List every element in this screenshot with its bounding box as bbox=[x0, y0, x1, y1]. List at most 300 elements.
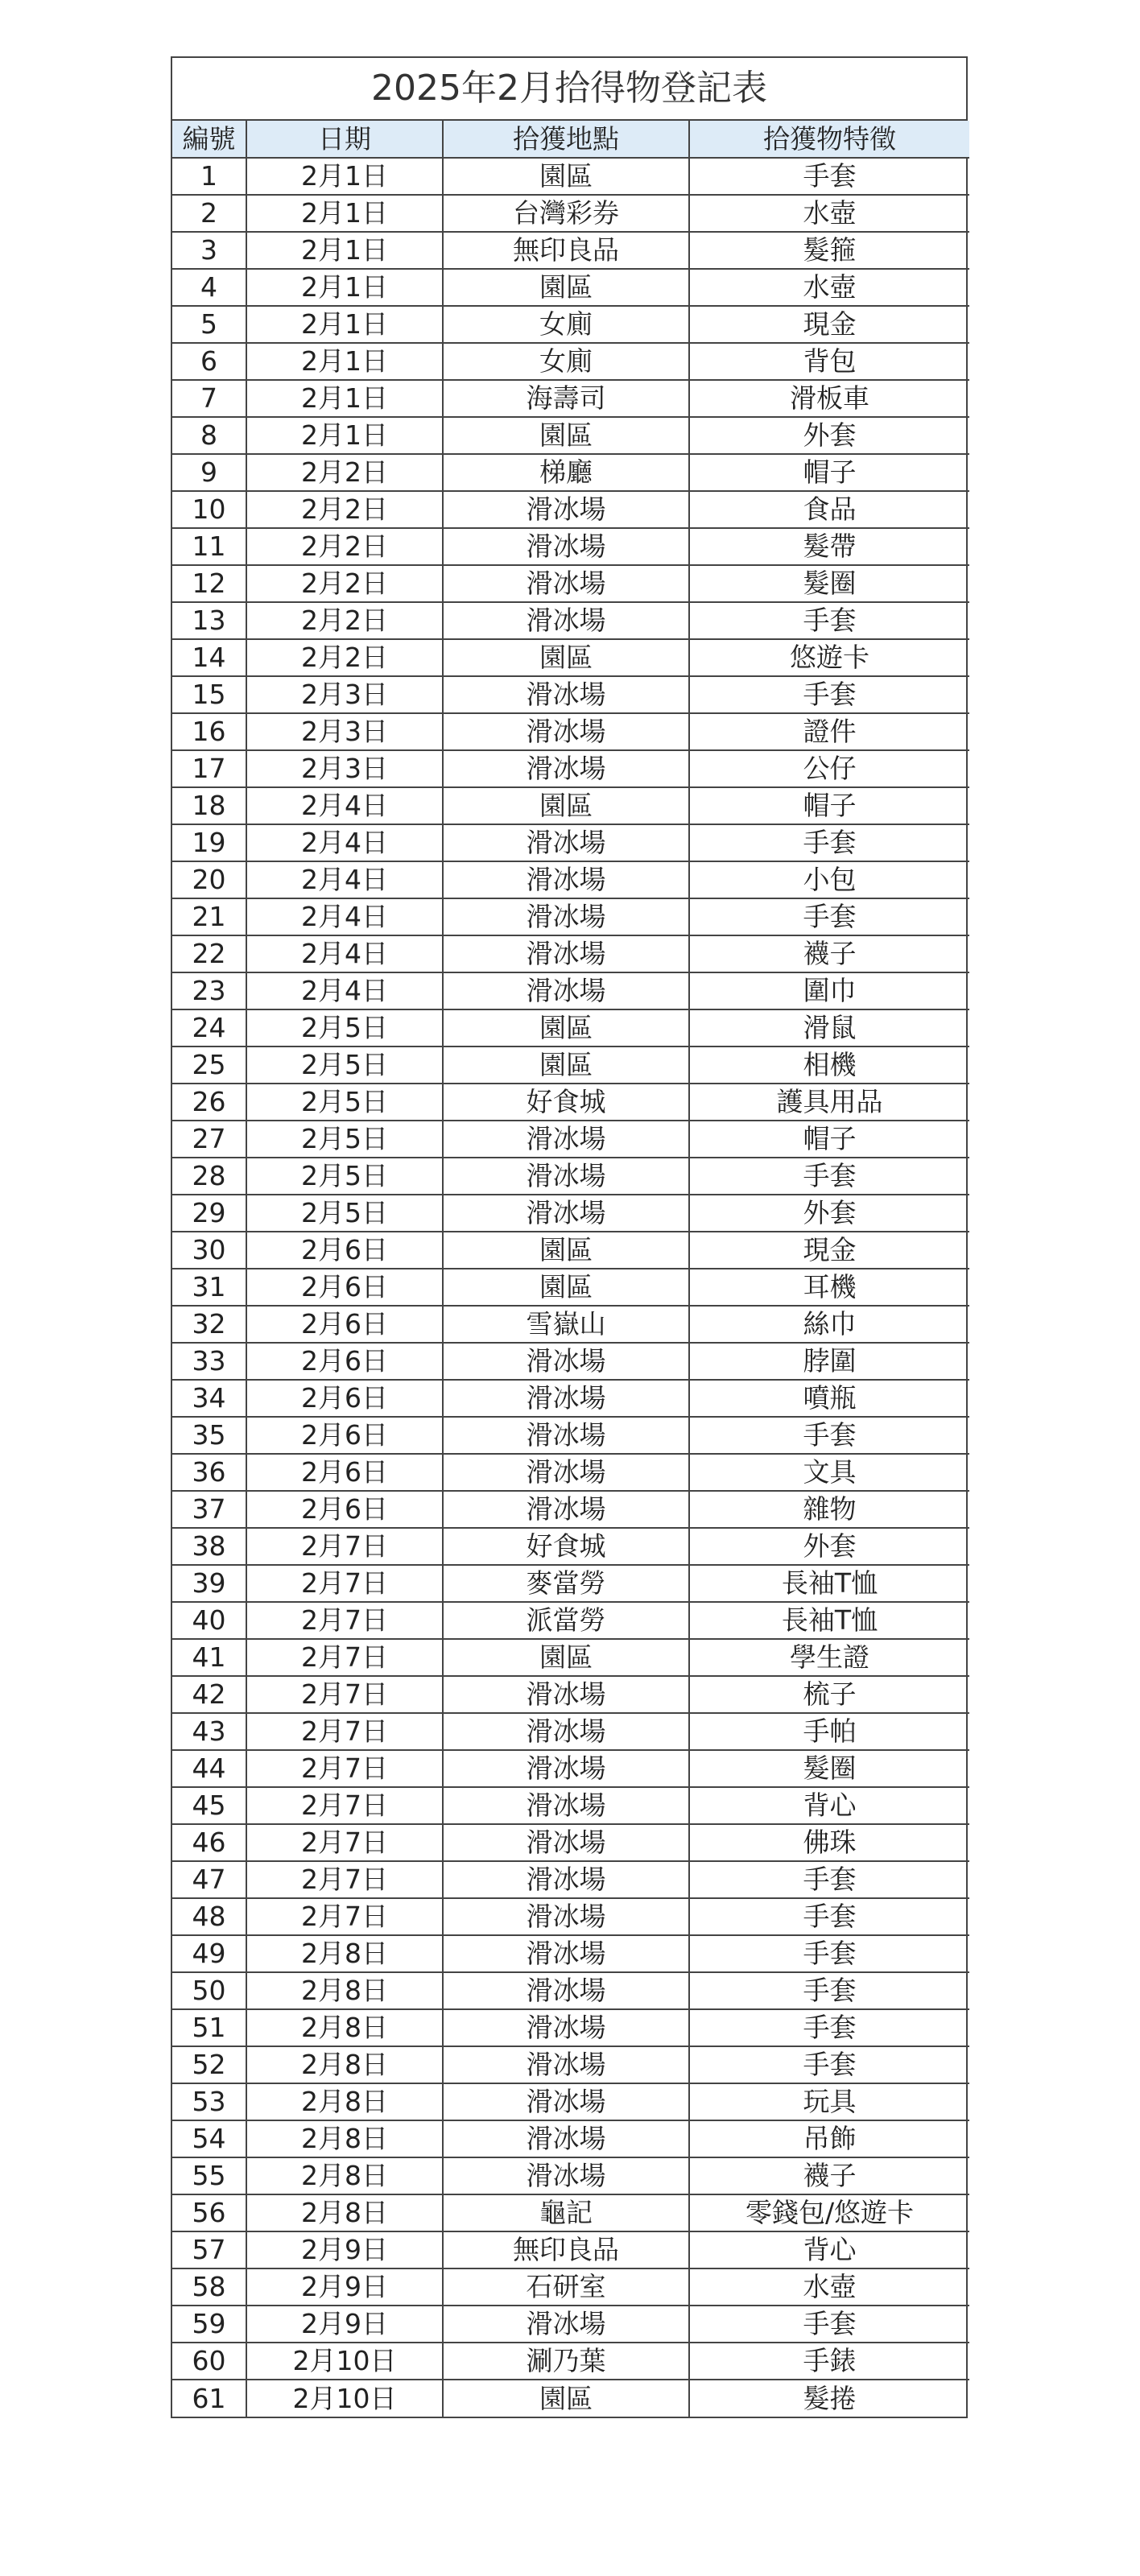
table-row bbox=[172, 1676, 969, 1713]
cell-number: 32 bbox=[172, 1306, 246, 1343]
lost-found-sheet bbox=[171, 56, 968, 2418]
lost-found-table bbox=[172, 121, 969, 2417]
cell-number: 25 bbox=[172, 1046, 246, 1084]
cell-location: 滑冰場 bbox=[443, 1935, 689, 1972]
table-row bbox=[172, 1972, 969, 2009]
cell-item: 背包 bbox=[689, 343, 969, 380]
cell-item: 耳機 bbox=[689, 1269, 969, 1306]
cell-location: 園區 bbox=[443, 2380, 689, 2417]
table-row bbox=[172, 380, 969, 417]
cell-number: 38 bbox=[172, 1528, 246, 1565]
table-row bbox=[172, 1639, 969, 1676]
cell-item: 手套 bbox=[689, 1861, 969, 1898]
cell-date: 2月7日 bbox=[246, 1824, 443, 1861]
cell-number: 47 bbox=[172, 1861, 246, 1898]
table-row bbox=[172, 1269, 969, 1306]
cell-location: 滑冰場 bbox=[443, 1454, 689, 1491]
table-row bbox=[172, 2046, 969, 2083]
cell-location: 滑冰場 bbox=[443, 676, 689, 713]
cell-item: 手套 bbox=[689, 2046, 969, 2083]
table-row bbox=[172, 2380, 969, 2417]
cell-number: 39 bbox=[172, 1565, 246, 1602]
cell-location: 滑冰場 bbox=[443, 1750, 689, 1787]
cell-number: 59 bbox=[172, 2306, 246, 2343]
table-row bbox=[172, 602, 969, 639]
cell-date: 2月2日 bbox=[246, 491, 443, 528]
table-row bbox=[172, 639, 969, 676]
cell-location: 滑冰場 bbox=[443, 861, 689, 898]
cell-date: 2月9日 bbox=[246, 2268, 443, 2306]
cell-location: 滑冰場 bbox=[443, 565, 689, 602]
cell-date: 2月6日 bbox=[246, 1306, 443, 1343]
cell-date: 2月10日 bbox=[246, 2380, 443, 2417]
cell-item: 手套 bbox=[689, 1972, 969, 2009]
cell-location: 麥當勞 bbox=[443, 1565, 689, 1602]
cell-number: 51 bbox=[172, 2009, 246, 2046]
cell-date: 2月6日 bbox=[246, 1343, 443, 1380]
cell-date: 2月4日 bbox=[246, 935, 443, 972]
cell-date: 2月2日 bbox=[246, 602, 443, 639]
cell-number: 7 bbox=[172, 380, 246, 417]
cell-date: 2月8日 bbox=[246, 2194, 443, 2231]
cell-number: 40 bbox=[172, 1602, 246, 1639]
cell-location: 滑冰場 bbox=[443, 1824, 689, 1861]
cell-item: 水壺 bbox=[689, 269, 969, 306]
table-row bbox=[172, 528, 969, 565]
cell-number: 46 bbox=[172, 1824, 246, 1861]
cell-location: 女廁 bbox=[443, 306, 689, 343]
cell-location: 滑冰場 bbox=[443, 2046, 689, 2083]
table-row bbox=[172, 195, 969, 232]
cell-date: 2月6日 bbox=[246, 1491, 443, 1528]
cell-date: 2月6日 bbox=[246, 1380, 443, 1417]
cell-number: 37 bbox=[172, 1491, 246, 1528]
table-row bbox=[172, 2009, 969, 2046]
cell-item: 手套 bbox=[689, 1417, 969, 1454]
cell-number: 21 bbox=[172, 898, 246, 935]
cell-number: 45 bbox=[172, 1787, 246, 1824]
cell-date: 2月1日 bbox=[246, 306, 443, 343]
table-row bbox=[172, 2120, 969, 2157]
cell-location: 石研室 bbox=[443, 2268, 689, 2306]
cell-item: 護具用品 bbox=[689, 1084, 969, 1121]
cell-item: 外套 bbox=[689, 417, 969, 454]
table-row bbox=[172, 158, 969, 195]
table-row bbox=[172, 2231, 969, 2268]
cell-number: 56 bbox=[172, 2194, 246, 2231]
cell-number: 3 bbox=[172, 232, 246, 269]
cell-item: 背心 bbox=[689, 2231, 969, 2268]
cell-item: 文具 bbox=[689, 1454, 969, 1491]
cell-number: 10 bbox=[172, 491, 246, 528]
table-row bbox=[172, 1232, 969, 1269]
cell-number: 19 bbox=[172, 824, 246, 861]
table-row bbox=[172, 1380, 969, 1417]
cell-location: 滑冰場 bbox=[443, 2306, 689, 2343]
cell-number: 2 bbox=[172, 195, 246, 232]
cell-date: 2月5日 bbox=[246, 1009, 443, 1046]
cell-item: 手套 bbox=[689, 2306, 969, 2343]
cell-location: 滑冰場 bbox=[443, 2157, 689, 2194]
cell-date: 2月1日 bbox=[246, 343, 443, 380]
cell-item: 手套 bbox=[689, 676, 969, 713]
table-row bbox=[172, 1750, 969, 1787]
cell-item: 食品 bbox=[689, 491, 969, 528]
table-row bbox=[172, 2343, 969, 2380]
cell-location: 園區 bbox=[443, 1046, 689, 1084]
cell-number: 18 bbox=[172, 787, 246, 824]
cell-number: 36 bbox=[172, 1454, 246, 1491]
cell-item: 滑鼠 bbox=[689, 1009, 969, 1046]
table-row bbox=[172, 343, 969, 380]
cell-number: 48 bbox=[172, 1898, 246, 1935]
cell-location: 女廁 bbox=[443, 343, 689, 380]
cell-number: 23 bbox=[172, 972, 246, 1009]
table-row bbox=[172, 713, 969, 750]
sheet-title: 2025年2月拾得物登記表 bbox=[172, 58, 966, 121]
cell-item: 佛珠 bbox=[689, 1824, 969, 1861]
cell-item: 手套 bbox=[689, 1158, 969, 1195]
table-row bbox=[172, 1565, 969, 1602]
cell-item: 髮帶 bbox=[689, 528, 969, 565]
cell-date: 2月4日 bbox=[246, 861, 443, 898]
cell-date: 2月1日 bbox=[246, 269, 443, 306]
cell-number: 50 bbox=[172, 1972, 246, 2009]
header-location: 拾獲地點 bbox=[443, 121, 689, 158]
cell-location: 滑冰場 bbox=[443, 2120, 689, 2157]
cell-item: 外套 bbox=[689, 1528, 969, 1565]
cell-number: 1 bbox=[172, 158, 246, 195]
table-row bbox=[172, 1195, 969, 1232]
cell-number: 27 bbox=[172, 1121, 246, 1158]
cell-number: 33 bbox=[172, 1343, 246, 1380]
cell-date: 2月1日 bbox=[246, 195, 443, 232]
cell-location: 梯廳 bbox=[443, 454, 689, 491]
table-row bbox=[172, 1824, 969, 1861]
cell-location: 園區 bbox=[443, 1232, 689, 1269]
table-row bbox=[172, 1898, 969, 1935]
cell-location: 滑冰場 bbox=[443, 972, 689, 1009]
table-row bbox=[172, 1417, 969, 1454]
cell-date: 2月7日 bbox=[246, 1787, 443, 1824]
cell-number: 31 bbox=[172, 1269, 246, 1306]
cell-item: 帽子 bbox=[689, 787, 969, 824]
table-row bbox=[172, 454, 969, 491]
cell-date: 2月10日 bbox=[246, 2343, 443, 2380]
table-row bbox=[172, 1009, 969, 1046]
cell-number: 14 bbox=[172, 639, 246, 676]
cell-date: 2月1日 bbox=[246, 417, 443, 454]
cell-item: 現金 bbox=[689, 1232, 969, 1269]
cell-date: 2月3日 bbox=[246, 750, 443, 787]
cell-location: 好食城 bbox=[443, 1528, 689, 1565]
cell-item: 手套 bbox=[689, 824, 969, 861]
table-row bbox=[172, 750, 969, 787]
cell-location: 滑冰場 bbox=[443, 1898, 689, 1935]
cell-date: 2月7日 bbox=[246, 1528, 443, 1565]
cell-date: 2月8日 bbox=[246, 2083, 443, 2120]
cell-location: 好食城 bbox=[443, 1084, 689, 1121]
cell-number: 4 bbox=[172, 269, 246, 306]
table-row bbox=[172, 1306, 969, 1343]
cell-date: 2月6日 bbox=[246, 1417, 443, 1454]
cell-item: 相機 bbox=[689, 1046, 969, 1084]
cell-location: 園區 bbox=[443, 417, 689, 454]
cell-date: 2月3日 bbox=[246, 713, 443, 750]
cell-item: 絲巾 bbox=[689, 1306, 969, 1343]
table-row bbox=[172, 1602, 969, 1639]
cell-item: 長袖T恤 bbox=[689, 1602, 969, 1639]
cell-date: 2月1日 bbox=[246, 158, 443, 195]
cell-date: 2月5日 bbox=[246, 1158, 443, 1195]
cell-date: 2月8日 bbox=[246, 2009, 443, 2046]
cell-item: 外套 bbox=[689, 1195, 969, 1232]
cell-date: 2月7日 bbox=[246, 1861, 443, 1898]
cell-location: 滑冰場 bbox=[443, 1861, 689, 1898]
table-row bbox=[172, 269, 969, 306]
cell-date: 2月6日 bbox=[246, 1232, 443, 1269]
cell-location: 雪嶽山 bbox=[443, 1306, 689, 1343]
cell-item: 帽子 bbox=[689, 454, 969, 491]
cell-number: 35 bbox=[172, 1417, 246, 1454]
cell-location: 滑冰場 bbox=[443, 602, 689, 639]
cell-number: 16 bbox=[172, 713, 246, 750]
cell-number: 24 bbox=[172, 1009, 246, 1046]
cell-item: 學生證 bbox=[689, 1639, 969, 1676]
table-row bbox=[172, 1343, 969, 1380]
cell-number: 30 bbox=[172, 1232, 246, 1269]
cell-location: 滑冰場 bbox=[443, 528, 689, 565]
cell-item: 證件 bbox=[689, 713, 969, 750]
cell-item: 手套 bbox=[689, 2009, 969, 2046]
table-row bbox=[172, 787, 969, 824]
cell-number: 5 bbox=[172, 306, 246, 343]
cell-date: 2月4日 bbox=[246, 787, 443, 824]
cell-number: 44 bbox=[172, 1750, 246, 1787]
cell-item: 噴瓶 bbox=[689, 1380, 969, 1417]
cell-item: 帽子 bbox=[689, 1121, 969, 1158]
cell-location: 海壽司 bbox=[443, 380, 689, 417]
header-row bbox=[172, 121, 969, 158]
cell-location: 滑冰場 bbox=[443, 824, 689, 861]
cell-location: 滑冰場 bbox=[443, 898, 689, 935]
cell-location: 涮乃葉 bbox=[443, 2343, 689, 2380]
cell-item: 雜物 bbox=[689, 1491, 969, 1528]
cell-item: 襪子 bbox=[689, 2157, 969, 2194]
table-row bbox=[172, 1528, 969, 1565]
cell-location: 台灣彩券 bbox=[443, 195, 689, 232]
cell-item: 水壺 bbox=[689, 2268, 969, 2306]
cell-number: 26 bbox=[172, 1084, 246, 1121]
cell-number: 29 bbox=[172, 1195, 246, 1232]
cell-date: 2月2日 bbox=[246, 565, 443, 602]
cell-item: 玩具 bbox=[689, 2083, 969, 2120]
cell-item: 悠遊卡 bbox=[689, 639, 969, 676]
table-row bbox=[172, 232, 969, 269]
table-row bbox=[172, 2306, 969, 2343]
cell-item: 手套 bbox=[689, 898, 969, 935]
cell-date: 2月5日 bbox=[246, 1046, 443, 1084]
cell-item: 零錢包/悠遊卡 bbox=[689, 2194, 969, 2231]
table-row bbox=[172, 861, 969, 898]
cell-date: 2月7日 bbox=[246, 1750, 443, 1787]
table-row bbox=[172, 1084, 969, 1121]
cell-item: 現金 bbox=[689, 306, 969, 343]
cell-date: 2月5日 bbox=[246, 1195, 443, 1232]
cell-item: 手帕 bbox=[689, 1713, 969, 1750]
cell-number: 28 bbox=[172, 1158, 246, 1195]
cell-location: 滑冰場 bbox=[443, 750, 689, 787]
cell-date: 2月4日 bbox=[246, 824, 443, 861]
cell-location: 滑冰場 bbox=[443, 2009, 689, 2046]
table-row bbox=[172, 1491, 969, 1528]
cell-date: 2月5日 bbox=[246, 1084, 443, 1121]
cell-date: 2月7日 bbox=[246, 1898, 443, 1935]
cell-date: 2月8日 bbox=[246, 2157, 443, 2194]
cell-number: 58 bbox=[172, 2268, 246, 2306]
cell-location: 園區 bbox=[443, 1009, 689, 1046]
cell-location: 滑冰場 bbox=[443, 1380, 689, 1417]
cell-location: 園區 bbox=[443, 787, 689, 824]
cell-location: 滑冰場 bbox=[443, 713, 689, 750]
cell-item: 脖圍 bbox=[689, 1343, 969, 1380]
cell-location: 園區 bbox=[443, 639, 689, 676]
table-row bbox=[172, 1121, 969, 1158]
cell-item: 滑板車 bbox=[689, 380, 969, 417]
cell-number: 6 bbox=[172, 343, 246, 380]
cell-location: 滑冰場 bbox=[443, 1713, 689, 1750]
header-item: 拾獲物特徵 bbox=[689, 121, 969, 158]
cell-item: 髮箍 bbox=[689, 232, 969, 269]
table-row bbox=[172, 935, 969, 972]
cell-date: 2月3日 bbox=[246, 676, 443, 713]
table-row bbox=[172, 1935, 969, 1972]
cell-date: 2月7日 bbox=[246, 1602, 443, 1639]
table-row bbox=[172, 306, 969, 343]
cell-number: 8 bbox=[172, 417, 246, 454]
cell-location: 滑冰場 bbox=[443, 1343, 689, 1380]
table-row bbox=[172, 2157, 969, 2194]
cell-number: 12 bbox=[172, 565, 246, 602]
cell-date: 2月6日 bbox=[246, 1454, 443, 1491]
header-date: 日期 bbox=[246, 121, 443, 158]
table-row bbox=[172, 1046, 969, 1084]
cell-number: 55 bbox=[172, 2157, 246, 2194]
cell-location: 滑冰場 bbox=[443, 1787, 689, 1824]
cell-item: 手套 bbox=[689, 1935, 969, 1972]
table-row bbox=[172, 972, 969, 1009]
table-row bbox=[172, 565, 969, 602]
cell-location: 園區 bbox=[443, 158, 689, 195]
cell-number: 11 bbox=[172, 528, 246, 565]
cell-location: 園區 bbox=[443, 1269, 689, 1306]
table-row bbox=[172, 676, 969, 713]
cell-number: 17 bbox=[172, 750, 246, 787]
cell-location: 滑冰場 bbox=[443, 1417, 689, 1454]
table-row bbox=[172, 491, 969, 528]
cell-date: 2月7日 bbox=[246, 1713, 443, 1750]
cell-location: 滑冰場 bbox=[443, 1676, 689, 1713]
cell-number: 61 bbox=[172, 2380, 246, 2417]
cell-location: 滑冰場 bbox=[443, 1121, 689, 1158]
cell-date: 2月9日 bbox=[246, 2306, 443, 2343]
cell-item: 長袖T恤 bbox=[689, 1565, 969, 1602]
cell-date: 2月6日 bbox=[246, 1269, 443, 1306]
cell-location: 園區 bbox=[443, 1639, 689, 1676]
cell-number: 9 bbox=[172, 454, 246, 491]
cell-item: 背心 bbox=[689, 1787, 969, 1824]
cell-number: 57 bbox=[172, 2231, 246, 2268]
cell-item: 手套 bbox=[689, 602, 969, 639]
cell-number: 42 bbox=[172, 1676, 246, 1713]
cell-date: 2月1日 bbox=[246, 380, 443, 417]
cell-item: 手套 bbox=[689, 158, 969, 195]
cell-location: 滑冰場 bbox=[443, 2083, 689, 2120]
cell-item: 髮圈 bbox=[689, 565, 969, 602]
cell-date: 2月8日 bbox=[246, 2046, 443, 2083]
table-row bbox=[172, 1787, 969, 1824]
cell-date: 2月4日 bbox=[246, 898, 443, 935]
cell-number: 22 bbox=[172, 935, 246, 972]
table-row bbox=[172, 2083, 969, 2120]
cell-item: 公仔 bbox=[689, 750, 969, 787]
cell-date: 2月2日 bbox=[246, 454, 443, 491]
cell-item: 水壺 bbox=[689, 195, 969, 232]
cell-item: 吊飾 bbox=[689, 2120, 969, 2157]
table-row bbox=[172, 2194, 969, 2231]
cell-number: 15 bbox=[172, 676, 246, 713]
cell-date: 2月2日 bbox=[246, 639, 443, 676]
table-row bbox=[172, 417, 969, 454]
cell-location: 園區 bbox=[443, 269, 689, 306]
table-row bbox=[172, 898, 969, 935]
table-row bbox=[172, 1158, 969, 1195]
cell-number: 13 bbox=[172, 602, 246, 639]
table-row bbox=[172, 824, 969, 861]
cell-location: 滑冰場 bbox=[443, 1491, 689, 1528]
cell-number: 52 bbox=[172, 2046, 246, 2083]
cell-date: 2月8日 bbox=[246, 2120, 443, 2157]
cell-date: 2月8日 bbox=[246, 1972, 443, 2009]
table-row bbox=[172, 1713, 969, 1750]
cell-item: 圍巾 bbox=[689, 972, 969, 1009]
cell-date: 2月5日 bbox=[246, 1121, 443, 1158]
table-row bbox=[172, 1454, 969, 1491]
cell-number: 54 bbox=[172, 2120, 246, 2157]
cell-number: 34 bbox=[172, 1380, 246, 1417]
cell-date: 2月4日 bbox=[246, 972, 443, 1009]
cell-number: 20 bbox=[172, 861, 246, 898]
cell-number: 60 bbox=[172, 2343, 246, 2380]
table-row bbox=[172, 1861, 969, 1898]
cell-date: 2月7日 bbox=[246, 1639, 443, 1676]
cell-number: 43 bbox=[172, 1713, 246, 1750]
cell-date: 2月9日 bbox=[246, 2231, 443, 2268]
cell-location: 滑冰場 bbox=[443, 1195, 689, 1232]
header-number: 編號 bbox=[172, 121, 246, 158]
cell-date: 2月7日 bbox=[246, 1676, 443, 1713]
cell-location: 無印良品 bbox=[443, 2231, 689, 2268]
cell-item: 髮捲 bbox=[689, 2380, 969, 2417]
cell-item: 手錶 bbox=[689, 2343, 969, 2380]
cell-item: 手套 bbox=[689, 1898, 969, 1935]
cell-date: 2月1日 bbox=[246, 232, 443, 269]
cell-location: 滑冰場 bbox=[443, 1972, 689, 2009]
cell-location: 無印良品 bbox=[443, 232, 689, 269]
cell-location: 滑冰場 bbox=[443, 491, 689, 528]
cell-location: 派當勞 bbox=[443, 1602, 689, 1639]
cell-item: 襪子 bbox=[689, 935, 969, 972]
